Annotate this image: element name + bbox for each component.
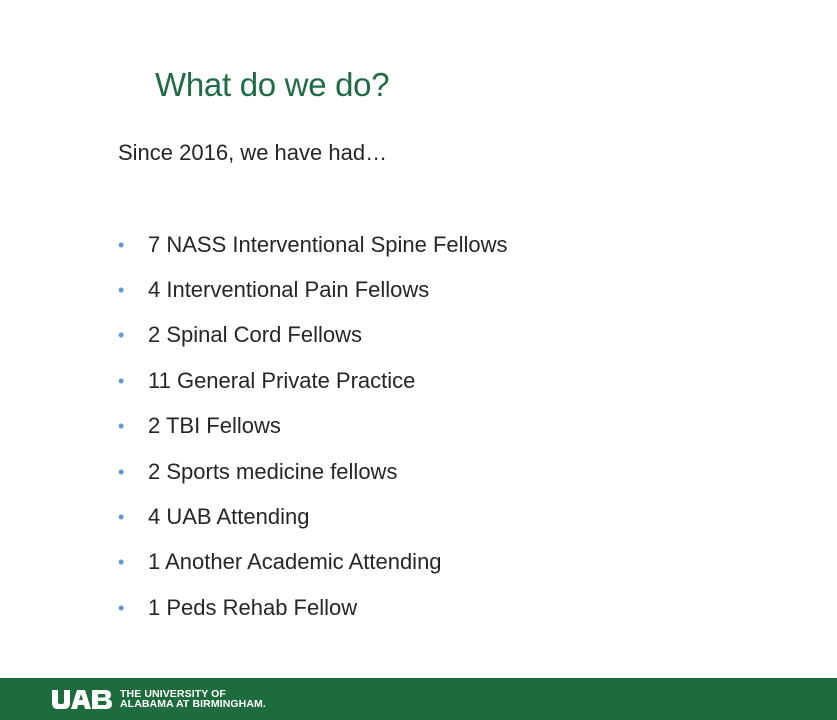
bullet-item: [118, 313, 508, 358]
bullet-dot-icon: •: [118, 597, 125, 618]
bullet-item: [118, 267, 508, 312]
logo-line-1: THE UNIVERSITY OF: [120, 688, 226, 700]
bullet-dot-icon: •: [118, 280, 125, 301]
bullet-dot-icon: •: [118, 325, 125, 346]
bullet-text: 1 Another Academic Attending: [148, 549, 442, 575]
bullet-dot-icon: •: [118, 552, 125, 573]
logo-line-2: ALABAMA AT BIRMINGHAM.: [120, 698, 266, 710]
bullet-dot-icon: •: [118, 234, 125, 255]
bullet-text: 4 Interventional Pain Fellows: [148, 277, 430, 303]
bullet-item: [118, 540, 508, 585]
bullet-dot-icon: •: [118, 416, 125, 437]
bullet-item: [118, 494, 508, 539]
bullet-text: 11 General Private Practice: [148, 367, 416, 393]
uab-logo: [52, 688, 266, 710]
bullet-dot-icon: •: [118, 507, 125, 528]
bullet-text: 2 Spinal Cord Fellows: [148, 322, 362, 348]
bullet-text: 2 TBI Fellows: [148, 413, 281, 439]
bullet-item: [118, 449, 508, 494]
bullet-text: 4 UAB Attending: [148, 504, 310, 530]
intro-text: Since 2016, we have had…: [118, 140, 388, 165]
bullet-text: 1 Peds Rehab Fellow: [148, 594, 358, 620]
footer-bar: [0, 678, 837, 720]
bullet-item: [118, 358, 508, 403]
bullet-dot-icon: •: [118, 461, 125, 482]
uab-logo-wordmark: [120, 689, 266, 709]
bullet-item: [118, 404, 508, 449]
bullet-list: [118, 222, 508, 631]
bullet-text: 7 NASS Interventional Spine Fellows: [148, 231, 508, 257]
uab-logo-mark-icon: [52, 688, 114, 710]
bullet-dot-icon: •: [118, 370, 125, 391]
slide-title: What do we do?: [155, 66, 390, 103]
bullet-item: [118, 222, 508, 267]
bullet-item: [118, 585, 508, 630]
bullet-text: 2 Sports medicine fellows: [148, 458, 398, 484]
